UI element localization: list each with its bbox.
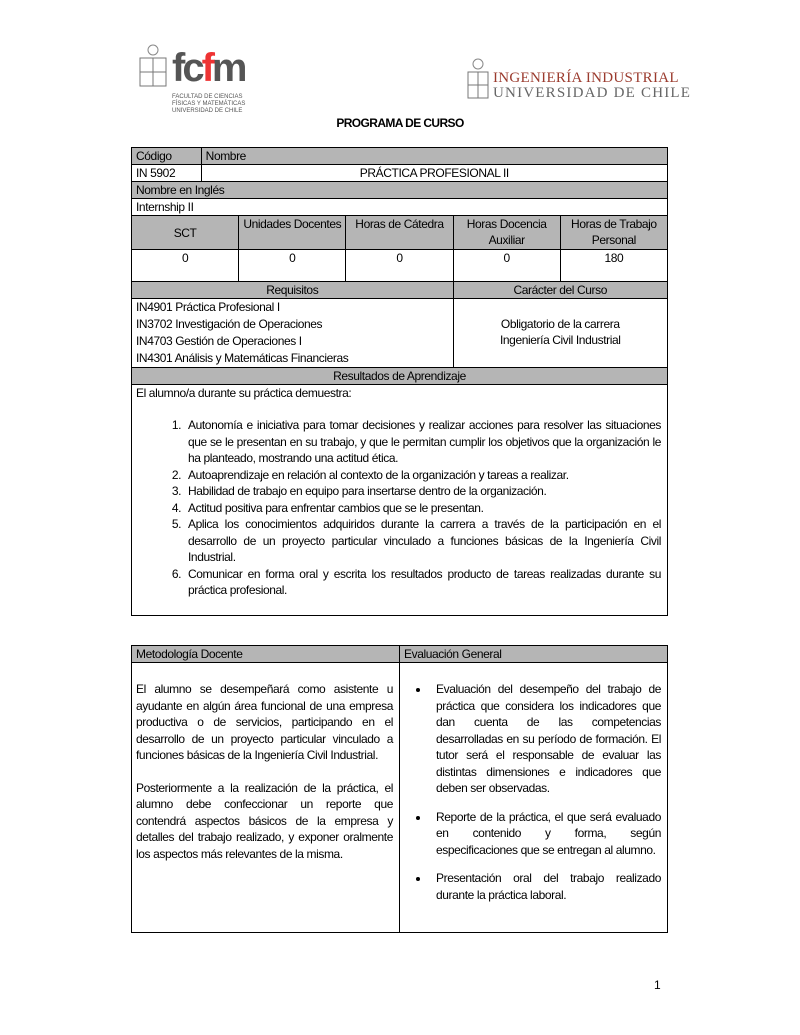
hours-header: Unidades Docentes [239, 216, 346, 250]
course-info-table [131, 147, 668, 616]
evaluacion-item: • Presentación oral del trabajo realizado durante la práctica laboral. [430, 870, 661, 903]
hours-value: 180 [560, 250, 667, 282]
requisitos-label: Requisitos [132, 282, 454, 299]
hours-value: 0 [453, 250, 560, 282]
resultados-list [136, 417, 661, 599]
evaluacion-item: • Evaluación del desempeño del trabajo de práctica que considera los indicadores que dan cuenta de las competencias desarrolladas en su período de formación. El tutor será el responsable de evaluar las distintas dimensiones e indicadores que deben ser observadas. [430, 681, 661, 797]
university-seal-icon [138, 44, 168, 88]
course-code: IN 5902 [132, 165, 202, 182]
hours-value: 0 [239, 250, 346, 282]
logo-caption: UNIVERSIDAD DE CHILE [172, 108, 243, 114]
resultados-intro: El alumno/a durante su práctica demuestra: [136, 386, 352, 400]
resultado-item: 5. Aplica los conocimientos adquiridos durante la carrera a través de la participación en el desarrollo de un proyecto particular vinculado a funciones básicas de la Ingeniería Civil Industrial. [184, 516, 661, 566]
caracter-line: Obligatorio de la carrera [500, 317, 620, 331]
codigo-label: Código [132, 148, 202, 165]
requisito-item: IN4703 Gestión de Operaciones I [136, 334, 302, 348]
hours-header: SCT [132, 216, 239, 250]
page-title: PROGRAMA DE CURSO [336, 116, 464, 130]
hours-value: 0 [346, 250, 453, 282]
logo-line1: INGENIERÍA INDUSTRIAL [493, 70, 679, 86]
logo-line2: UNIVERSIDAD DE CHILE [493, 85, 692, 101]
resultados-label: Resultados de Aprendizaje [132, 368, 668, 385]
ingenieria-industrial-logo [466, 58, 692, 102]
nombre-label: Nombre [201, 148, 667, 165]
hours-header: Horas de Cátedra [346, 216, 453, 250]
requisito-item: IN3702 Investigación de Operaciones [136, 317, 323, 331]
logo-caption: FÍSICAS Y MATEMÁTICAS [172, 101, 246, 107]
university-seal-icon [466, 58, 490, 100]
metodologia-label: Metodología Docente [132, 646, 400, 663]
ingles-label: Nombre en Inglés [132, 182, 668, 199]
hours-header: Horas Docencia Auxiliar [453, 216, 560, 250]
resultado-item: 2. Autoaprendizaje en relación al contexto de la organización y tareas a realizar. [184, 467, 661, 484]
metodologia-paragraph: Posteriormente a la realización de la práctica, el alumno debe confeccionar un reporte que contendrá aspectos básicos de la empresa y detalles del trabajo realizado, y exponer oralmente los aspectos más relevantes de la misma. [136, 780, 393, 861]
metodologia-evaluacion-table [131, 645, 668, 933]
logo-caption: FACULTAD DE CIENCIAS [172, 94, 243, 100]
resultado-item: 4. Actitud positiva para enfrentar cambios que se le presentan. [184, 500, 661, 517]
fcfm-logo: fcfm FACULTAD DE CIENCIAS FÍSICAS Y MATEMÁTICAS UNIVERSIDAD DE CHILE [138, 44, 250, 118]
caracter-label: Carácter del Curso [453, 282, 667, 299]
hours-header: Horas de Trabajo Personal [560, 216, 667, 250]
evaluacion-list [404, 681, 661, 903]
requisito-item: IN4301 Análisis y Matemáticas Financieras [136, 351, 349, 365]
course-english-name: Internship II [132, 199, 668, 216]
evaluacion-item: • Reporte de la práctica, el que será evaluado en contenido y forma, según especificaciones que se entregan al alumno. [430, 809, 661, 859]
requisito-item: IN4901 Práctica Profesional I [136, 300, 280, 314]
metodologia-paragraph: El alumno se desempeñará como asistente u ayudante en algún área funcional de una empresa productiva o de servicios, participando en el desarrollo de un proyecto particular vinculado a funciones básicas de la Ingeniería Civil Industrial. [136, 682, 393, 762]
caracter-line: Ingeniería Civil Industrial [499, 333, 621, 347]
resultado-item: 1. Autonomía e iniciativa para tomar decisiones y realizar acciones para resolver las situaciones que se le presentan en su trabajo, y que le permitan cumplir los objetivos que la organización le ha planteado, mostrando una actitud ética. [184, 417, 661, 467]
evaluacion-label: Evaluación General [400, 646, 668, 663]
page-number: 1 [654, 978, 661, 992]
resultado-item: 3. Habilidad de trabajo en equipo para insertarse dentro de la organización. [184, 483, 661, 500]
hours-value: 0 [132, 250, 239, 282]
course-name: PRÁCTICA PROFESIONAL II [201, 165, 667, 182]
resultado-item: 6. Comunicar en forma oral y escrita los resultados producto de tareas realizadas durante su práctica profesional. [184, 566, 661, 599]
